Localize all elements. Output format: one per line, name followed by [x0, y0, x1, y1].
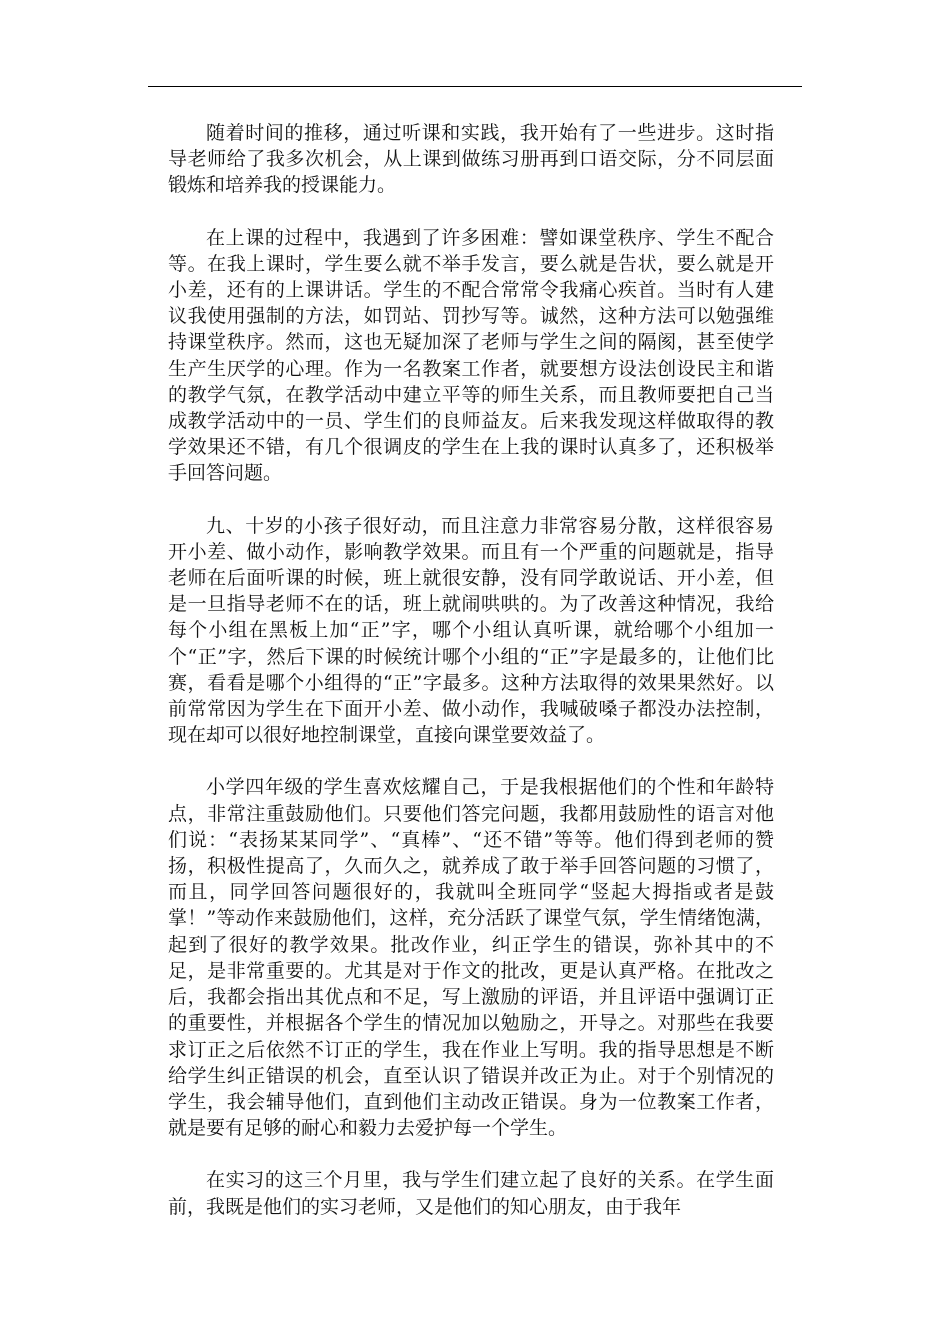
document-body: [168, 120, 774, 1246]
paragraph-3: 九、十岁的小孩子很好动，而且注意力非常容易分散，这样很容易开小差、做小动作，影响教学效果。而且有一个严重的问题就是，指导老师在后面听课的时候，班上就很安静，没有同学敢说话、开小差，但是一旦指导老师不在的话，班上就闹哄哄的。为了改善这种情况，我给每个小组在黑板上加“正”字，哪个小组认真听课，就给哪个小组加一个“正”字，然后下课的时候统计哪个小组的“正”字是最多的，让他们比赛，看看是哪个小组得的“正”字最多。这种方法取得的效果果然好。以前常常因为学生在下面开小差、做小动作，我喊破嗓子都没办法控制，现在却可以很好地控制课堂，直接向课堂要效益了。: [168, 514, 774, 747]
paragraph-2: 在上课的过程中，我遇到了许多困难：譬如课堂秩序、学生不配合等。在我上课时，学生要么就不举手发言，要么就是告状，要么就是开小差，还有的上课讲话。学生的不配合常常令我痛心疾首。当时有人建议我使用强制的方法，如罚站、罚抄写等。诚然，这种方法可以勉强维持课堂秩序。然而，这也无疑加深了老师与学生之间的隔阂，甚至使学生产生厌学的心理。作为一名教案工作者，就要想方设法创设民主和谐的教学气氛，在教学活动中建立平等的师生关系，而且教师要把自己当成教学活动中的一员、学生们的良师益友。后来我发现这样做取得的教学效果还不错，有几个很调皮的学生在上我的课时认真多了，还积极举手回答问题。: [168, 226, 774, 485]
paragraph-1: 随着时间的推移，通过听课和实践，我开始有了一些进步。这时指导老师给了我多次机会，从上课到做练习册再到口语交际，分不同层面锻炼和培养我的授课能力。: [168, 122, 774, 197]
header-rule: [148, 86, 802, 87]
paragraph-5: 在实习的这三个月里，我与学生们建立起了良好的关系。在学生面前，我既是他们的实习老师，又是他们的知心朋友，由于我年: [168, 1169, 774, 1218]
paragraph-4: 小学四年级的学生喜欢炫耀自己，于是我根据他们的个性和年龄特点，非常注重鼓励他们。只要他们答完问题，我都用鼓励性的语言对他们说：“表扬某某同学”、“真棒”、“还不错”等等。他们得到老师的赞扬，积极性提高了，久而久之，就养成了敢于举手回答问题的习惯了，而且，同学回答问题很好的，我就叫全班同学“竖起大拇指或者是鼓掌！”等动作来鼓励他们，这样，充分活跃了课堂气氛，学生情绪饱满，起到了很好的教学效果。批改作业，纠正学生的错误，弥补其中的不足，是非常重要的。尤其是对于作文的批改，更是认真严格。在批改之后，我都会指出其优点和不足，写上激励的评语，并且评语中强调订正的重要性，并根据各个学生的情况加以勉励之，开导之。对那些在我要求订正之后依然不订正的学生，我在作业上写明。我的指导思想是不断给学生纠正错误的机会，直至认识了错误并改正为止。对于个别情况的学生，我会辅导他们，直到他们主动改正错误。身为一位教案工作者，就是要有足够的耐心和毅力去爱护每一个学生。: [168, 776, 774, 1140]
